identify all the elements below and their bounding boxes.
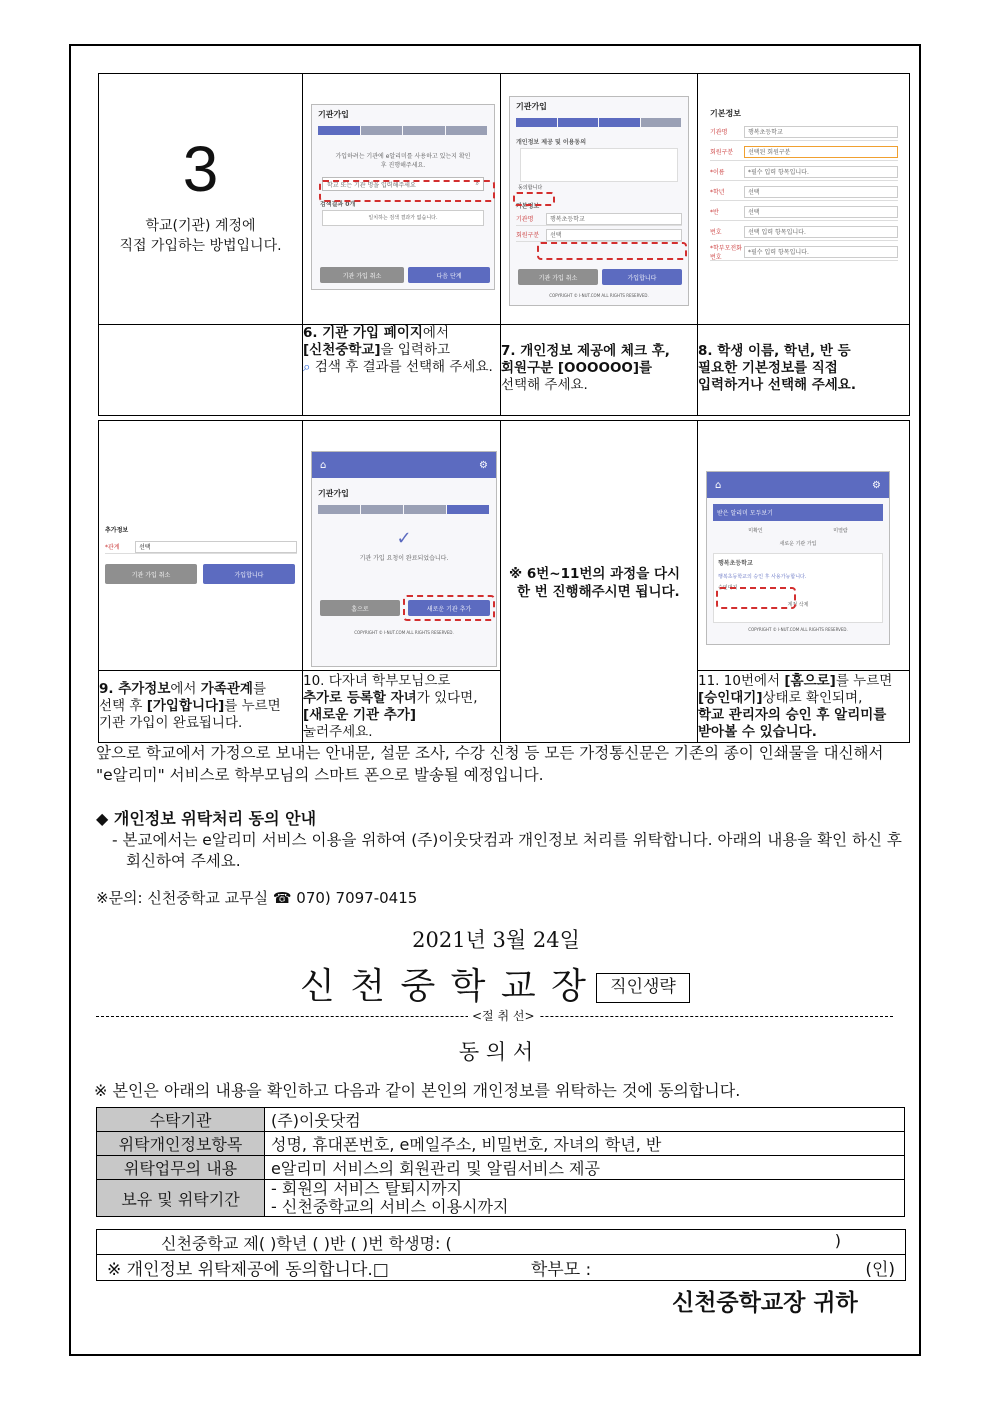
- form-input[interactable]: 선택: [744, 206, 898, 218]
- issue-date: 2021년 3월 24일: [412, 928, 580, 952]
- form-input[interactable]: *필수 입력 항목입니다.: [744, 166, 898, 178]
- screenshot-11-cell: [698, 421, 910, 671]
- search-input[interactable]: 학교 또는 기관 명을 입력해주세요 ⌕: [322, 177, 484, 191]
- form-input[interactable]: 행복초등학교: [744, 126, 898, 138]
- consent-row: 수탁기관 (주)이웃닷컴: [97, 1108, 905, 1132]
- cancel-button[interactable]: 기관 가입 취소: [320, 267, 404, 283]
- add-org-button[interactable]: 새로운 기관 추가: [408, 600, 490, 616]
- privacy-heading: ◆ 개인정보 위탁처리 동의 안내: [96, 809, 317, 828]
- cancel-button[interactable]: 기관 가입 취소: [518, 269, 598, 285]
- seal-omitted: 직인생략: [596, 973, 690, 1003]
- screenshot-8-cell: [698, 74, 910, 325]
- caption-8: 8. 학생 이름, 학년, 반 등 필요한 기본정보를 직접 입력하거나 선택해 주세요.: [698, 325, 910, 416]
- home-button[interactable]: 홈으로: [320, 600, 400, 616]
- privacy-body: - 본교에서는 e알리미 서비스 이용을 위하여 (주)이웃닷컴과 개인정보 처리를 위탁합니다. 아래의 내용을 확인 하신 후 회신하여 주세요.: [112, 831, 902, 870]
- step3-cell: [99, 74, 303, 325]
- screenshot-7-cell: [501, 74, 698, 325]
- caption-9: 9. 추가정보에서 가족관계를 선택 후 [가입합니다]를 누르면 기관 가입이 완료됩니다.: [99, 671, 303, 743]
- consent-row: 보유 및 위탁기간 - 회원의 서비스 탈퇴시까지 - 신천중학교의 서비스 이용시까지: [97, 1180, 905, 1217]
- form-row: 회원구분 선택된 회원구분: [710, 143, 898, 161]
- principal-title: 신 천 중 학 교 장: [300, 966, 588, 1007]
- submit-button[interactable]: 가입합니다: [203, 564, 295, 584]
- home-icon[interactable]: ⌂: [715, 479, 722, 491]
- screenshot-8: 기본정보 기관명 행복초등학교 회원구분 선택된 회원구분 *이름 *필수 입력 항목입니다. *학년 선택 *반 선택 번호 선택 입력 항목입니다. *학부모전화번호 *필수 입력 항목입니다.: [704, 104, 904, 284]
- cut-line-label: <절 취 선>: [468, 1007, 539, 1025]
- caption-11: 11. 10번에서 [홈으로]를 누르면 [승인대기]상태로 확인되며, 학교 관리자의 승인 후 알리미를 받아볼 수 있습니다.: [698, 671, 910, 743]
- step-indicator: [318, 126, 488, 135]
- signature-table: 신천중학교 제( )학년 ( )반 ( )번 학생명: ( ) ※ 개인정보 위탁제공에 동의합니다.□ 학부모 : (인): [96, 1229, 906, 1281]
- intro-paragraph: 앞으로 학교에서 가정으로 보내는 안내문, 설문 조사, 수강 신청 등 모든 가정통신문은 기존의 종이 인쇄물을 대신해서 "e알리미" 서비스로 학부모님의 스마트 폰으로 발송될 예정입니다.: [96, 744, 884, 784]
- consent-row: 위탁개인정보항목 성명, 휴대폰번호, e메일주소, 비밀번호, 자녀의 학년, 반: [97, 1132, 905, 1156]
- form-input[interactable]: 선택 입력 항목입니다.: [744, 226, 898, 238]
- step-number: 3: [182, 133, 219, 205]
- caption-7: 7. 개인정보 제공에 체크 후, 회원구분 [OOOOOO]를 선택해 주세요.: [501, 325, 698, 416]
- all-notices-banner[interactable]: 받은 알리미 모두보기: [713, 504, 883, 521]
- form-row: 기관명 행복초등학교: [710, 123, 898, 141]
- step-intro: 학교(기관) 계정에 직접 가입하는 방법입니다.: [119, 218, 282, 254]
- relation-select[interactable]: 선택: [135, 541, 297, 553]
- highlight-add: [403, 595, 495, 621]
- repeat-note: ※ 6번~11번의 과정을 다시 한 번 진행해주시면 됩니다.: [509, 566, 681, 600]
- consent-title: 동 의 서: [458, 1040, 534, 1064]
- screenshot-10-cell: [303, 421, 501, 671]
- consent-row: 위탁업무의 내용 e알리미 서비스의 회원관리 및 알림서비스 제공: [97, 1156, 905, 1180]
- home-icon[interactable]: ⌂: [320, 459, 327, 471]
- highlight-search: [319, 180, 495, 202]
- guide-grid-bottom: [98, 420, 910, 743]
- screenshot-11: ⌂ ⚙ 받은 알리미 모두보기 미확인 미열람 새로운 기관 가입 행복초등학교 행복초등학교의 승인 후 사용가능합니다. 승인대기 계정 삭제 COPYRIGHT © I-NUT.COM ALL RIGHTS RESERVED.: [706, 471, 890, 645]
- highlight-pending: [716, 587, 796, 609]
- form-row: *반 선택: [710, 203, 898, 221]
- contact-line: ※문의: 신천중학교 교무실 ☎ 070) 7097-0415: [96, 889, 418, 907]
- check-icon: ✓: [396, 528, 412, 549]
- settings-icon[interactable]: ⚙: [479, 459, 488, 471]
- screenshot-9-cell: [99, 421, 303, 671]
- cancel-button[interactable]: 기관 가입 취소: [105, 564, 197, 584]
- form-input[interactable]: 선택된 회원구분: [744, 146, 898, 158]
- highlight-member: [537, 242, 687, 260]
- agree-checkbox[interactable]: 동의합니다: [518, 185, 543, 191]
- screenshot-7: 기관가입 개인정보 제공 및 이용동의 동의합니다 기본정보 기관명 행복초등학교 회원구분 선택 기관 가입 취소 가입합니다 COPYRIGHT © I-NUT.COM ALL RIGHTS RESERVED.: [509, 96, 689, 306]
- form-row: *이름 *필수 입력 항목입니다.: [710, 163, 898, 181]
- highlight-agree: [513, 192, 555, 206]
- caption-6: 6. 기관 가입 페이지에서 [신천중학교]을 입력하고 ⌕ 검색 후 결과를 선택해 주세요.: [303, 325, 501, 416]
- form-row: *학년 선택: [710, 183, 898, 201]
- screenshot-9: 추가정보 *관계 선택 기관 가입 취소 가입합니다: [105, 525, 297, 588]
- middle-note-cell: [501, 421, 698, 743]
- form-input[interactable]: *필수 입력 항목입니다.: [744, 246, 898, 258]
- consent-intro: ※ 본인은 아래의 내용을 확인하고 다음과 같이 본인의 개인정보를 위탁하는 것에 동의합니다.: [94, 1081, 741, 1100]
- screenshot-6-cell: [303, 74, 501, 325]
- form-row: *학부모전화번호 *필수 입력 항목입니다.: [710, 243, 898, 261]
- search-icon: ⌕: [475, 180, 479, 187]
- settings-icon[interactable]: ⚙: [872, 479, 881, 491]
- member-type-select[interactable]: 선택: [546, 229, 682, 241]
- caption-10: 10. 다자녀 학부모님으로 추가로 등록할 자녀가 있다면, [새로운 기관 추가] 눌러주세요.: [303, 671, 501, 743]
- addressee: 신천중학교장 귀하: [672, 1290, 858, 1316]
- next-button[interactable]: 다음 단계: [408, 267, 490, 283]
- form-input[interactable]: 선택: [744, 186, 898, 198]
- submit-button[interactable]: 가입합니다: [602, 269, 682, 285]
- form-row: 번호 선택 입력 항목입니다.: [710, 223, 898, 241]
- consent-checkbox[interactable]: ※ 개인정보 위탁제공에 동의합니다.□: [107, 1260, 389, 1280]
- consent-table: [96, 1107, 905, 1217]
- guide-grid-top: [98, 73, 910, 416]
- screenshot-10: ⌂ ⚙ 기관가입 ✓ 기관 가입 요청이 완료되었습니다. 홈으로 새로운 기관 추가 COPYRIGHT © I-NUT.COM ALL RIGHTS RESERVED.: [311, 451, 497, 667]
- screenshot-6: 기관가입 가입하려는 기관에 e알리미를 사용하고 있는지 확인 후 진행해주세요. 학교 또는 기관 명을 입력해주세요 ⌕ 검색결과 0개 일치하는 검색 결과가 없습니다. 기관 가입 취소 다음 단계: [311, 104, 495, 290]
- search-icon: ⌕: [303, 359, 315, 375]
